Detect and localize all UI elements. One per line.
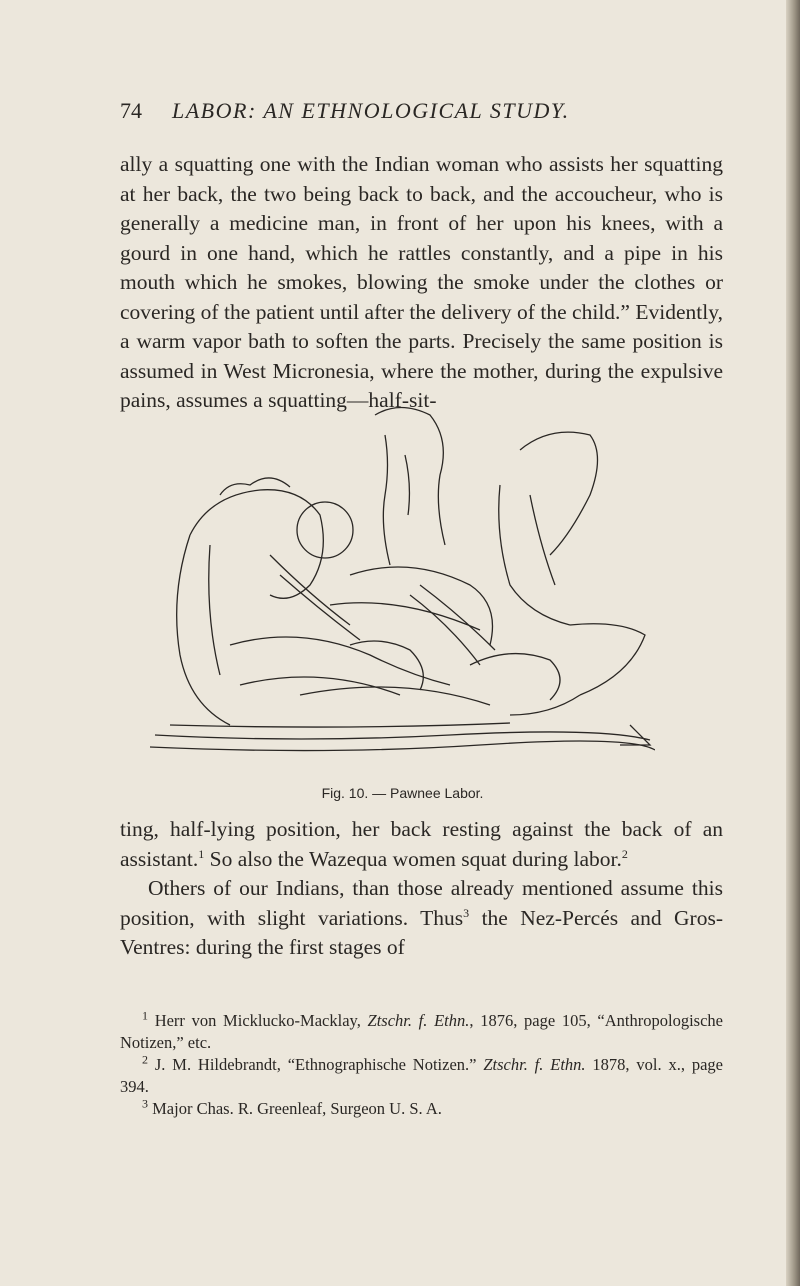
footnote-ref-3: 3 [463,905,470,920]
footnote-ref-2: 2 [621,846,628,861]
footnote-2-text-a: J. M. Hildebrandt, “Ethnographische Notizen.” [148,1055,484,1074]
figure-caption: Fig. 10. — Pawnee Labor. [321,785,484,801]
footnote-1 [120,1010,723,1054]
footnote-2 [120,1054,723,1098]
page-number: 74 [120,98,142,123]
footnote-2-text-b: 1878, vol. x., page 394. [120,1055,723,1096]
footnote-2-journal: Ztschr. f. Ethn. [483,1055,586,1074]
paragraph-1-text: ting, half-lying position, her back resting against the back of an assistant. [120,817,723,871]
page-header [120,98,720,132]
footnotes [120,1010,723,1120]
figure-illustration [150,395,655,765]
footnote-3-text: Major Chas. R. Greenleaf, Surgeon U. S. A. [148,1099,442,1118]
footnote-1-number: 1 [142,1008,148,1023]
paragraph-2-text: Others of our Indians, than those already mentioned assume this position, with slight variations. Thus [120,876,723,930]
footnote-1-text-a: Herr von Micklucko-Macklay, [148,1011,368,1030]
paragraph-2 [120,874,723,963]
pawnee-labor-engraving [150,395,655,765]
footnote-3 [120,1098,723,1120]
paragraph-1 [120,815,723,874]
paragraph-1-text-2: So also the Wazequa women squat during labor. [204,846,622,871]
footnote-2-number: 2 [142,1052,148,1067]
running-title: LABOR: AN ETHNOLOGICAL STUDY. [172,98,570,123]
body-text-bottom [120,815,723,963]
paragraph-2-text-2: the Nez-Percés and Gros-Ventres: during the first stages of [120,905,723,959]
body-text-top [120,150,723,416]
footnote-1-text-b: , 1876, page 105, “Anthropologische Notizen,” etc. [120,1011,723,1052]
footnote-ref-1: 1 [198,846,205,861]
paragraph-continued: ally a squatting one with the Indian woman who assists her squatting at her back, the two being back to back, and the accoucheur, who is generally a medicine man, in front of her upon his knees, with a gourd in one hand, which he rattles constantly, and a pipe in his mouth which he smokes, blowing the smoke under the clothes or covering of the patient until after the delivery of the child.” Evidently, a warm vapor bath to soften the parts. Precisely the same position is assumed in West Micronesia, where the mother, during the expulsive pains, assumes a squatting—half-sit- [120,152,723,412]
page-edge-shadow [786,0,800,1286]
footnote-1-journal: Ztschr. f. Ethn. [367,1011,470,1030]
footnote-3-number: 3 [142,1096,148,1111]
